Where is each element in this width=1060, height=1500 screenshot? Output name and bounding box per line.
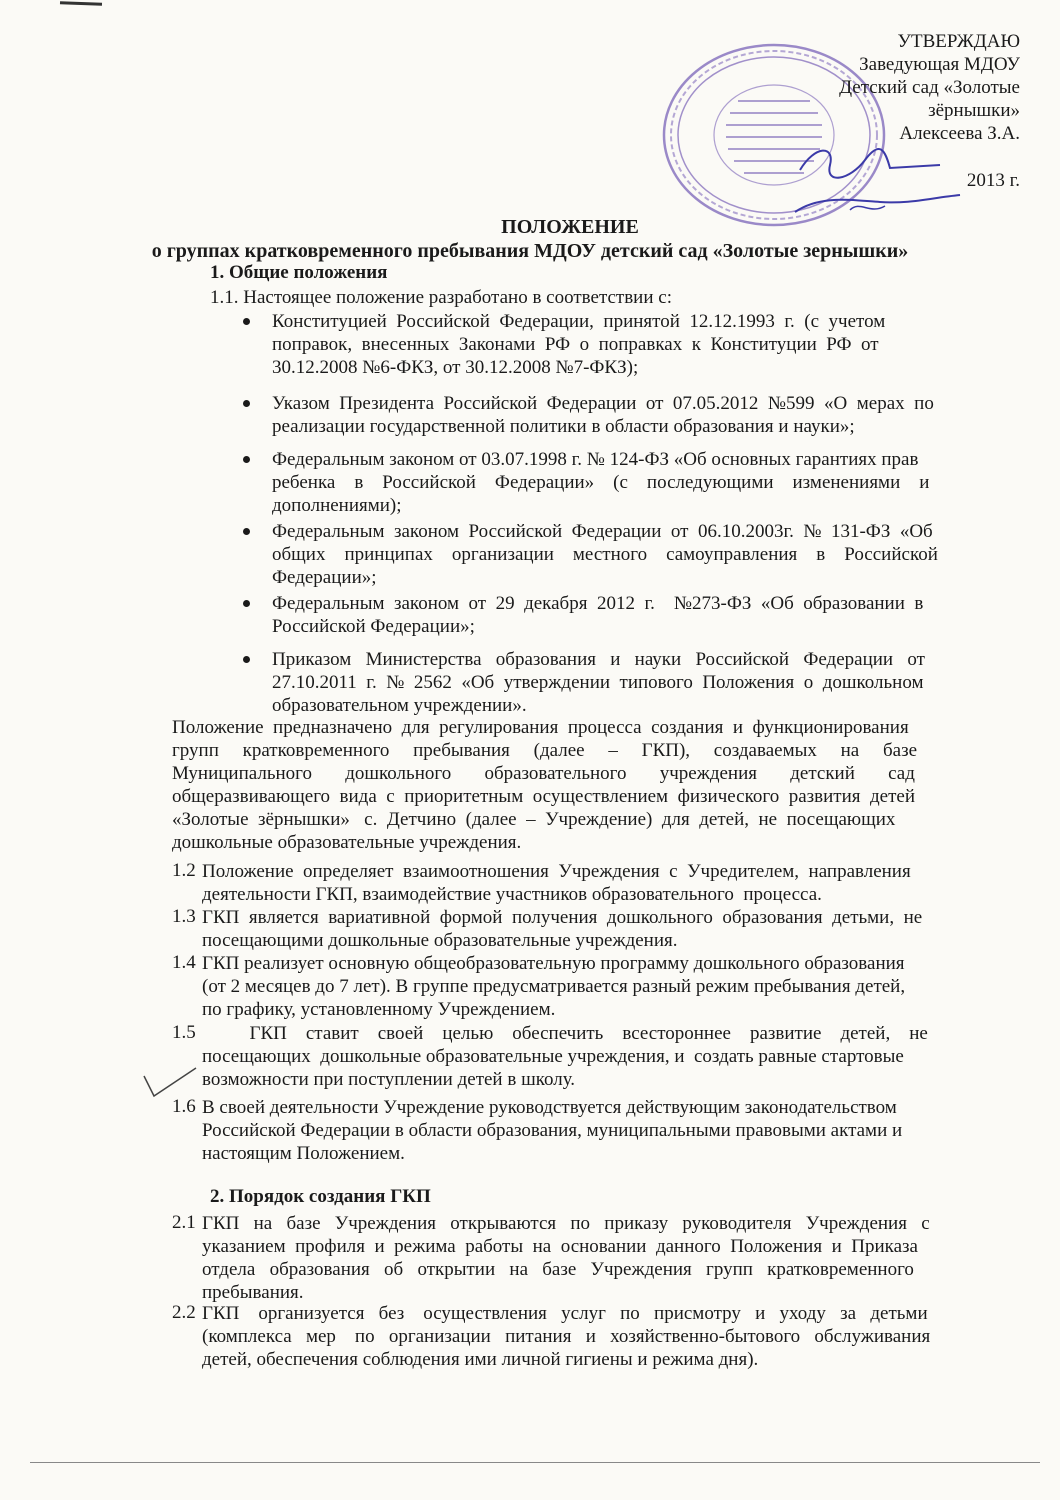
item-line: возможности при поступлении детей в школу. <box>202 1069 576 1090</box>
approve-line: Детский сад «Золотые <box>839 77 1020 98</box>
item-number: 1.4 <box>172 952 196 973</box>
document-subtitle: о группах кратковременного пребывания МДОУ детский сад «Золотые зернышки» <box>151 240 909 262</box>
bullet-text: поправок, внесенных Законами РФ о поправках к Конституции РФ от <box>272 334 879 355</box>
bullet-text: Федеральным законом от 03.07.1998 г. № 124-ФЗ «Об основных гарантиях прав <box>272 449 919 470</box>
bullet-text: Конституцией Российской Федерации, принятой 12.12.1993 г. (с учетом <box>272 311 886 332</box>
item-line: посещающих дошкольные образовательные учреждения, и создать равные стартовые <box>202 1046 904 1067</box>
item-line: (комплекса мер по организации питания и хозяйственно-бытового обслуживания <box>202 1326 931 1347</box>
item-number: 2.1 <box>172 1212 196 1233</box>
item-number: 1.6 <box>172 1096 196 1117</box>
approve-line: УТВЕРЖДАЮ <box>897 31 1020 52</box>
bullet-text: Указом Президента Российской Федерации от 07.05.2012 №599 «О мерах по <box>272 393 934 414</box>
item-number: 1.3 <box>172 906 196 927</box>
item-line: деятельности ГКП, взаимодействие участников образовательного процесса. <box>202 884 822 905</box>
item-line: по графику, установленному Учреждением. <box>202 999 556 1020</box>
item-line: ГКП реализует основную общеобразовательную программу дошкольного образования <box>202 953 905 974</box>
bullet-text: Федеральным законом Российской Федерации от 06.10.2003г. № 131-ФЗ «Об <box>272 521 933 542</box>
bullet-marker <box>240 653 252 665</box>
approve-line: зёрнышки» <box>928 100 1020 121</box>
item-number: 2.2 <box>172 1302 196 1323</box>
bullet-text: Федеральным законом от 29 декабря 2012 г. №273-ФЗ «Об образовании в <box>272 593 924 614</box>
bullet-marker <box>240 315 252 327</box>
scan-edge <box>30 1462 1040 1463</box>
document-title: ПОЛОЖЕНИЕ <box>501 216 639 238</box>
intro-line: «Золотые зёрнышки» с. Детчино (далее – Учреждение) для детей, не посещающих <box>172 809 896 830</box>
approve-date: 2013 г. <box>966 170 1020 191</box>
bullet-marker <box>240 453 252 465</box>
bullet-text: ребенка в Российской Федерации» (с последующими изменениями и <box>272 472 930 493</box>
section1-heading: 1. Общие положения <box>210 262 388 283</box>
scan-mark <box>60 1 102 5</box>
bullet-text: Приказом Министерства образования и науки Российской Федерации от <box>272 649 925 670</box>
bullet-text: 30.12.2008 №6-ФКЗ, от 30.12.2008 №7-ФКЗ); <box>272 357 639 378</box>
item-line: пребывания. <box>202 1282 304 1303</box>
item-number: 1.2 <box>172 860 196 881</box>
item-line: (от 2 месяцев до 7 лет). В группе предусматривается разный режим пребывания детей, <box>202 976 906 997</box>
bullet-text: образовательном учреждении». <box>272 695 527 716</box>
bullet-text: Российской Федерации»; <box>272 616 475 637</box>
approve-signatory: Алексеева З.А. <box>899 123 1020 144</box>
bullet-text: Федерации»; <box>272 567 377 588</box>
intro-line: дошкольные образовательные учреждения. <box>172 832 522 853</box>
item-line: детей, обеспечения соблюдения ими личной гигиены и режима дня). <box>202 1349 759 1370</box>
intro-line: групп кратковременного пребывания (далее – ГКП), создаваемых на базе <box>172 740 918 761</box>
bullet-marker <box>240 525 252 537</box>
item-line: настоящим Положением. <box>202 1143 405 1164</box>
item-line: Положение определяет взаимоотношения Учреждения с Учредителем, направления <box>202 861 911 882</box>
bullet-text: дополнениями); <box>272 495 402 516</box>
signature <box>790 140 970 220</box>
bullet-text: реализации государственной политики в области образования и науки»; <box>272 416 855 437</box>
intro-line: общеразвивающего вида с приоритетным осуществлением физического развития детей <box>172 786 915 807</box>
bullet-marker <box>240 397 252 409</box>
section2-heading: 2. Порядок создания ГКП <box>210 1186 431 1207</box>
item-line: отдела образования об открытии на базе Учреждения групп кратковременного <box>202 1259 914 1280</box>
item-line: Российской Федерации в области образования, муниципальными правовыми актами и <box>202 1120 903 1141</box>
intro-line: Муниципального дошкольного образовательного учреждения детский сад <box>172 763 915 784</box>
item-number: 1.5 <box>172 1022 196 1043</box>
item-line: указанием профиля и режима работы на основании данного Положения и Приказа <box>202 1236 918 1257</box>
bullet-text: общих принципах организации местного самоуправления в Российской <box>272 544 938 565</box>
item-line: ГКП является вариативной формой получения дошкольного образования детьми, не <box>202 907 923 928</box>
intro-line: Положение предназначено для регулирования процесса создания и функционирования <box>172 717 909 738</box>
paragraph-1-1: 1.1. Настоящее положение разработано в соответствии с: <box>210 287 672 308</box>
item-line: посещающими дошкольные образовательные учреждения. <box>202 930 678 951</box>
bullet-text: 27.10.2011 г. № 2562 «Об утверждении типового Положения о дошкольном <box>272 672 924 693</box>
item-line: В своей деятельности Учреждение руководствуется действующим законодательством <box>202 1097 897 1118</box>
approve-line: Заведующая МДОУ <box>859 54 1020 75</box>
item-line: ГКП организуется без осуществления услуг по присмотру и уходу за детьми <box>202 1303 928 1324</box>
bullet-marker <box>240 597 252 609</box>
item-line: ГКП ставит своей целью обеспечить всестороннее развитие детей, не <box>202 1023 928 1044</box>
item-line: ГКП на базе Учреждения открываются по приказу руководителя Учреждения с <box>202 1213 930 1234</box>
